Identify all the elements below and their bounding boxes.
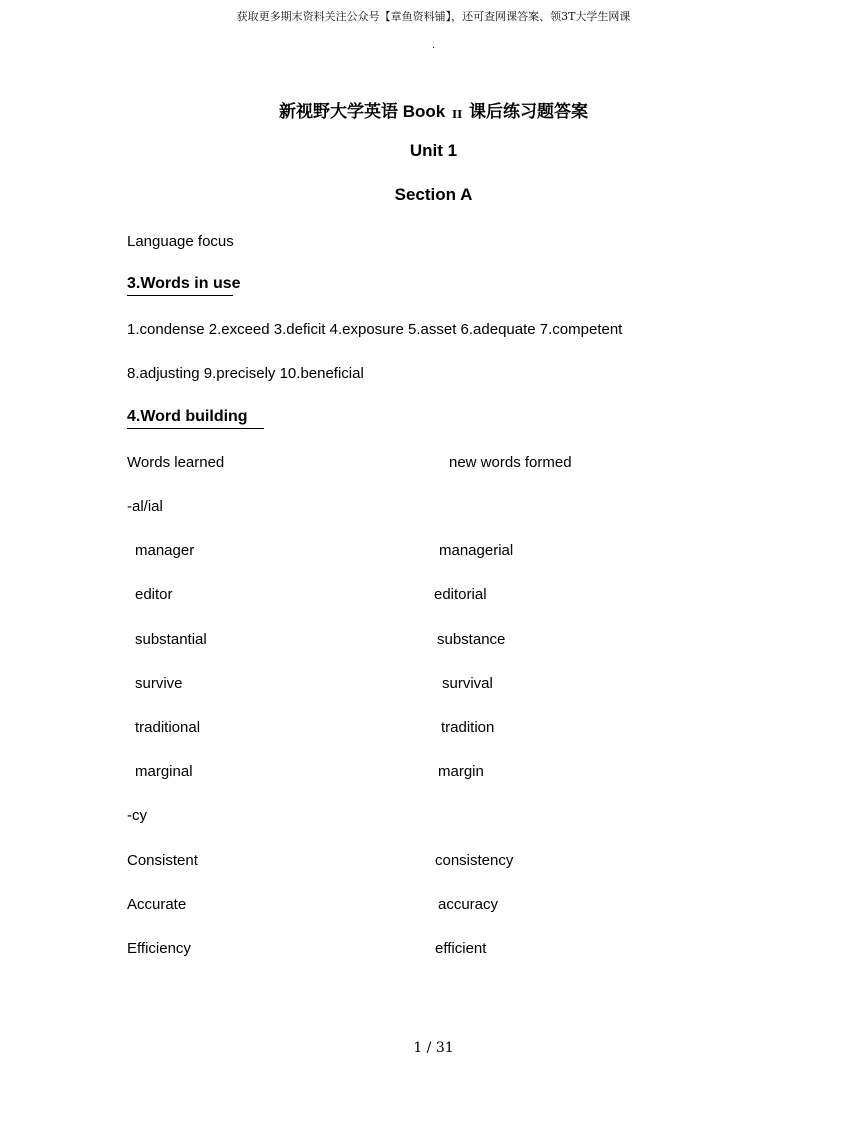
formed-word: survival (442, 675, 493, 692)
language-focus-label: Language focus (127, 233, 234, 250)
suffix-label-cy: -cy (127, 807, 147, 824)
formed-word: editorial (434, 586, 487, 603)
title-main-before: 新视野大学英语 Book (279, 102, 446, 121)
learned-word: manager (135, 542, 195, 559)
page-number: 1 / 31 (413, 1040, 454, 1056)
section-title: Section A (394, 185, 473, 204)
formed-word: tradition (441, 719, 495, 736)
word-building-heading: 4.Word building (127, 408, 264, 429)
formed-word: accuracy (438, 896, 499, 913)
learned-word: marginal (135, 763, 193, 780)
formed-word: substance (437, 631, 506, 648)
formed-word: managerial (439, 542, 514, 559)
document-title (0, 97, 867, 122)
header-dot: . (431, 39, 436, 51)
column-header-new-words-formed: new words formed (449, 454, 572, 471)
learned-word: survive (135, 675, 183, 692)
title-book-number: II (451, 108, 463, 121)
column-header-words-learned: Words learned (127, 454, 225, 471)
words-in-use-answers-line-1: 1.condense 2.exceed 3.deficit 4.exposure 5.asset 6.adequate 7.competent (127, 321, 623, 338)
words-in-use-answers-line-2: 8.adjusting 9.precisely 10.beneficial (127, 365, 364, 382)
suffix-label-al-ial: -al/ial (127, 498, 163, 515)
unit-title: Unit 1 (409, 141, 458, 160)
learned-word: Consistent (127, 852, 198, 869)
header-promo-note: 获取更多期末资料关注公众号【章鱼资料铺】，还可查网课答案、领3T大学生网课 (236, 10, 631, 23)
words-in-use-heading: 3.Words in use (127, 275, 233, 296)
formed-word: margin (438, 763, 484, 780)
learned-word: editor (135, 586, 173, 603)
learned-word: Accurate (127, 896, 187, 913)
learned-word: Efficiency (127, 940, 191, 957)
formed-word: efficient (435, 940, 487, 957)
formed-word: consistency (435, 852, 514, 869)
title-main-after: 课后练习题答案 (469, 102, 588, 121)
learned-word: traditional (135, 719, 201, 736)
learned-word: substantial (135, 631, 207, 648)
